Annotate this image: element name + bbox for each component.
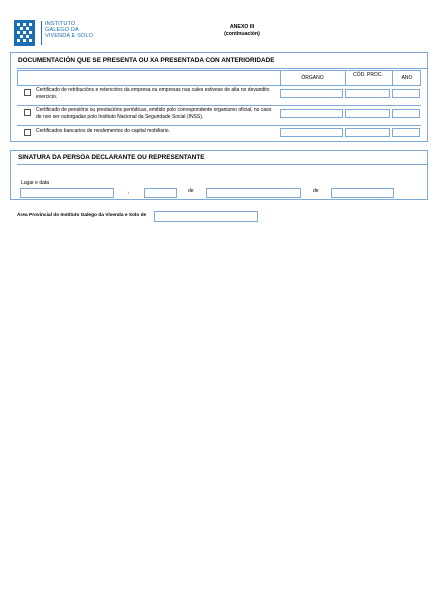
signature-section — [10, 150, 428, 200]
document-checkbox[interactable] — [24, 129, 31, 136]
igvs-logo — [14, 20, 124, 46]
logo-line-3: VIVENDA E SOLO — [45, 33, 94, 40]
column-header-ano: ANO — [401, 75, 413, 81]
logo-divider — [41, 21, 42, 45]
ano-input[interactable] — [392, 109, 420, 118]
de-label: de — [188, 188, 194, 194]
logo-line-1: INSTITUTO — [45, 21, 76, 27]
de-label: de — [313, 188, 319, 194]
document-label: Certificado de pensións ou prestacións periódicas, emitido polo correspondente organismo oficial, no caso de non ser outorgadas polo Instituto Nacional da Seguridade Social (INSS). — [36, 107, 272, 120]
annex-title: ANEXO III — [229, 24, 255, 30]
organo-input[interactable] — [280, 128, 343, 137]
column-header-cod-proc: CÓD. PROC. — [353, 72, 383, 78]
logo-line-2: GALEGO DA — [45, 27, 79, 34]
ano-input[interactable] — [392, 89, 420, 98]
section-divider — [17, 164, 427, 165]
comma-separator: , — [128, 189, 130, 195]
cod-proc-input[interactable] — [345, 128, 390, 137]
documentation-section — [10, 52, 428, 142]
annex-heading — [212, 24, 272, 38]
ano-input[interactable] — [392, 128, 420, 137]
provincial-area-label: Área Provincial do Instituto Galego da Vivenda e Solo de — [17, 213, 147, 218]
document-row — [17, 126, 421, 140]
document-checkbox[interactable] — [24, 89, 31, 96]
cod-proc-input[interactable] — [345, 109, 390, 118]
document-row — [17, 106, 421, 126]
document-checkbox[interactable] — [24, 109, 31, 116]
place-input[interactable] — [20, 188, 114, 198]
document-label: Certificado de retribucións e retencións da empresa ou empresas nas cales estivese de alta no devandito exercicio. — [36, 87, 270, 100]
documentation-title: DOCUMENTACIÓN QUE SE PRESENTA OU XA PRESENTADA CON ANTERIORIDADE — [18, 57, 275, 64]
organo-input[interactable] — [280, 109, 343, 118]
place-date-label: Lugar e data — [21, 180, 50, 186]
column-divider — [345, 71, 346, 85]
month-input[interactable] — [206, 188, 301, 198]
day-input[interactable] — [144, 188, 177, 198]
cod-proc-input[interactable] — [345, 89, 390, 98]
organo-input[interactable] — [280, 89, 343, 98]
year-input[interactable] — [331, 188, 394, 198]
document-row — [17, 86, 421, 106]
column-header-organo: ÓRGANO — [301, 75, 324, 81]
logo-text — [45, 21, 93, 40]
galicia-emblem-icon — [14, 20, 35, 46]
signature-title: SINATURA DA PERSOA DECLARANTE OU REPRESENTANTE — [18, 154, 205, 161]
document-label: Certificados bancarios de rendementos do capital mobiliario. — [36, 128, 170, 134]
section-divider — [17, 68, 427, 69]
documentation-table-header — [17, 70, 421, 86]
provincial-area-input[interactable] — [154, 211, 258, 222]
annex-subtitle: (continuación) — [224, 31, 260, 37]
